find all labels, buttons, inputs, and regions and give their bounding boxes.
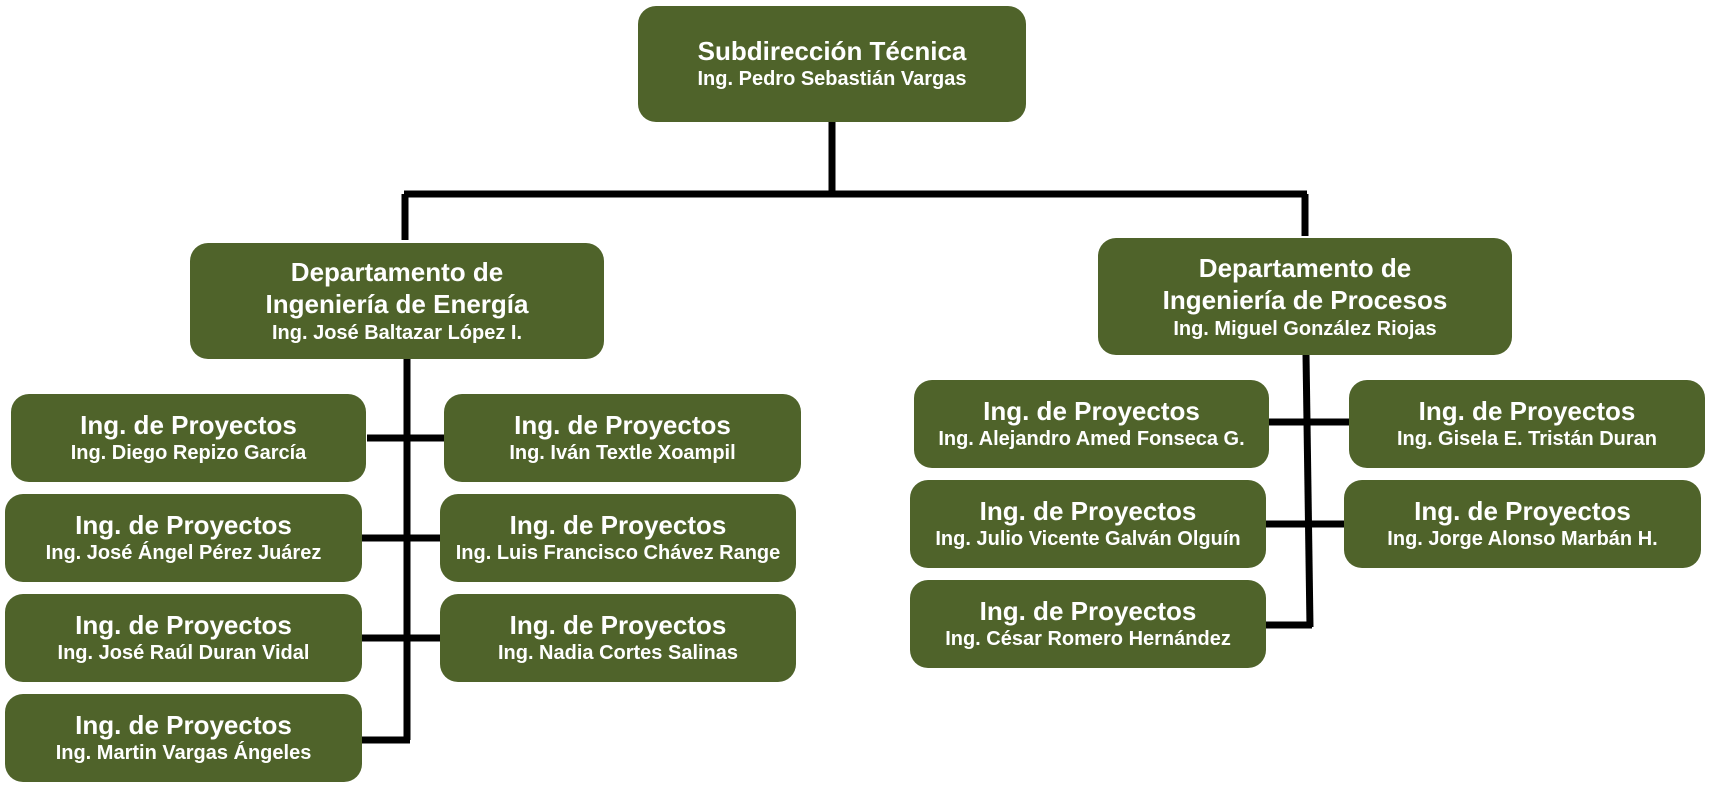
node-person: Ing. Alejandro Amed Fonseca G. bbox=[938, 428, 1245, 450]
node-title: Ing. de Proyectos bbox=[979, 596, 1197, 626]
node-title: Ing. de Proyectos bbox=[80, 410, 297, 440]
node-title: Departamento de bbox=[1198, 252, 1412, 283]
node-title: Ing. de Proyectos bbox=[514, 410, 731, 440]
node-proyecto-jose-angel-perez bbox=[5, 494, 362, 582]
node-title: Ingeniería de Procesos bbox=[1162, 284, 1448, 315]
node-title: Ing. de Proyectos bbox=[983, 396, 1200, 426]
node-title: Ing. de Proyectos bbox=[509, 510, 727, 540]
node-proyecto-martin-vargas bbox=[5, 694, 362, 782]
node-title: Ing. de Proyectos bbox=[75, 710, 292, 740]
node-person: Ing. José Ángel Pérez Juárez bbox=[45, 542, 322, 564]
node-title: Departamento de bbox=[290, 257, 504, 287]
node-title: Ing. de Proyectos bbox=[1418, 396, 1636, 426]
node-person: Ing. César Romero Hernández bbox=[945, 628, 1231, 650]
node-depto-energia bbox=[190, 243, 604, 359]
node-proyecto-nadia-cortes bbox=[440, 594, 796, 682]
node-title: Ing. de Proyectos bbox=[509, 610, 727, 640]
node-person: Ing. Jorge Alonso Marbán H. bbox=[1387, 528, 1658, 550]
node-proyecto-cesar-romero bbox=[910, 580, 1266, 668]
node-proyecto-luis-francisco-chavez bbox=[440, 494, 796, 582]
node-person: Ing. Pedro Sebastián Vargas bbox=[697, 68, 967, 90]
node-proyecto-diego-repizo bbox=[11, 394, 366, 482]
node-title: Ingeniería de Energía bbox=[265, 289, 529, 319]
node-person: Ing. Martin Vargas Ángeles bbox=[55, 742, 312, 764]
node-person: Ing. Iván Textle Xoampil bbox=[509, 442, 736, 464]
node-subdireccion-tecnica bbox=[638, 6, 1026, 122]
node-proyecto-alejandro-amed bbox=[914, 380, 1269, 468]
node-person: Ing. Miguel González Riojas bbox=[1173, 317, 1437, 340]
node-person: Ing. Julio Vicente Galván Olguín bbox=[935, 528, 1241, 550]
node-title: Ing. de Proyectos bbox=[979, 496, 1197, 526]
node-person: Ing. José Raúl Duran Vidal bbox=[57, 642, 310, 664]
node-title: Ing. de Proyectos bbox=[1414, 496, 1631, 526]
node-person: Ing. Luis Francisco Chávez Range bbox=[455, 542, 781, 564]
node-proyecto-jorge-alonso bbox=[1344, 480, 1701, 568]
node-person: Ing. José Baltazar López I. bbox=[271, 322, 523, 344]
node-title: Ing. de Proyectos bbox=[75, 610, 292, 640]
node-proyecto-gisela-tristan bbox=[1349, 380, 1705, 468]
node-person: Ing. Diego Repizo García bbox=[70, 442, 307, 464]
node-person: Ing. Gisela E. Tristán Duran bbox=[1396, 428, 1658, 450]
node-person: Ing. Nadia Cortes Salinas bbox=[497, 642, 739, 664]
connector-procesos-spine bbox=[1306, 354, 1310, 627]
node-title: Ing. de Proyectos bbox=[75, 510, 292, 540]
node-proyecto-julio-vicente bbox=[910, 480, 1266, 568]
node-title: Subdirección Técnica bbox=[697, 36, 967, 66]
node-depto-procesos bbox=[1098, 238, 1512, 355]
node-proyecto-ivan-textle bbox=[444, 394, 801, 482]
node-proyecto-jose-raul-duran bbox=[5, 594, 362, 682]
